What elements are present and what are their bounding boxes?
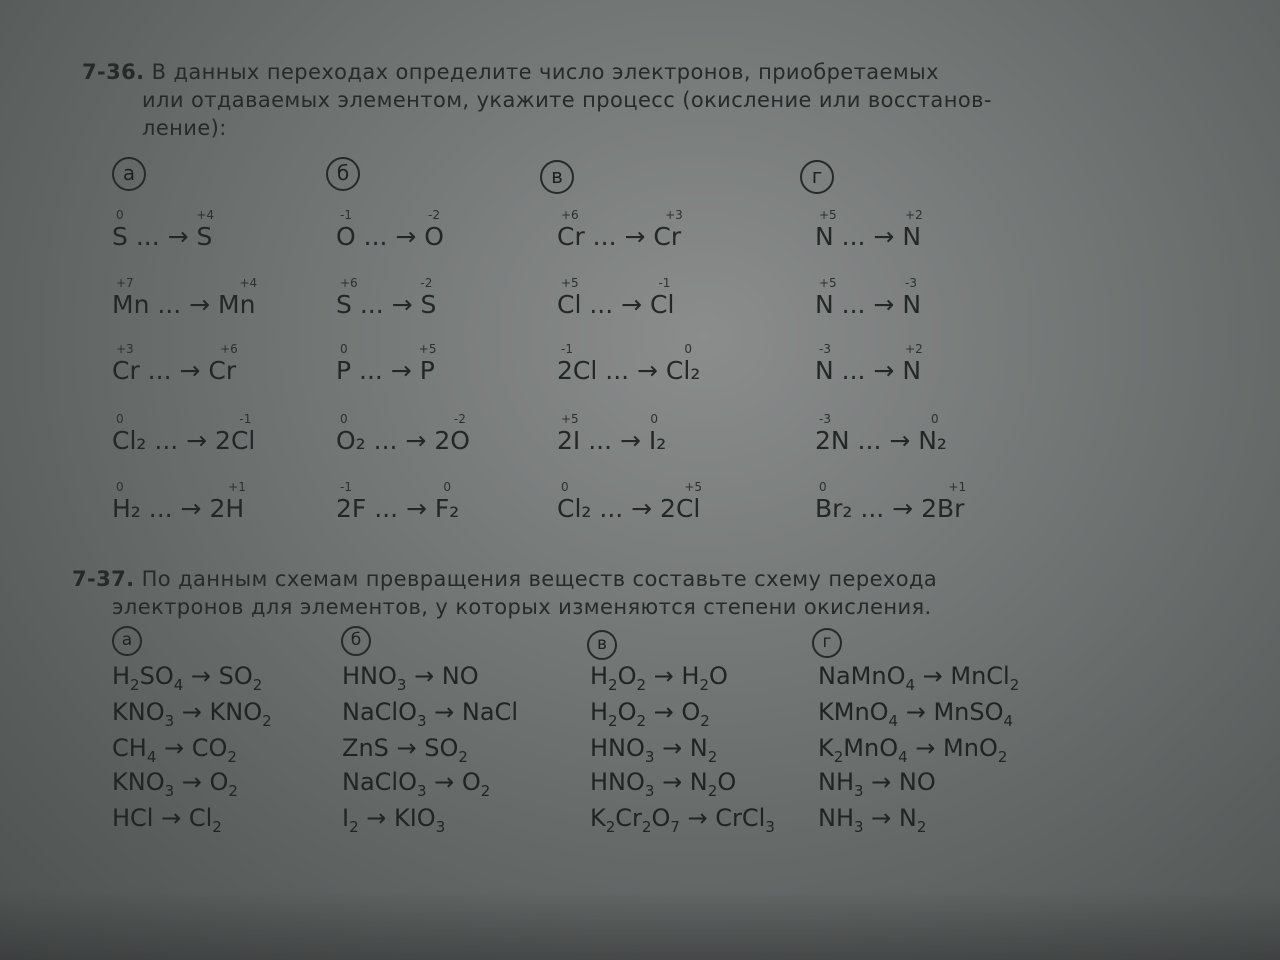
scheme-4-3: $K_2MnO_4 \to MnO_2$ <box>818 734 1008 766</box>
task-7-36-line3: ление): <box>142 116 227 140</box>
label-736-a: а <box>112 157 146 191</box>
oxidation-state-4-3-to: +2 <box>905 342 923 356</box>
scheme-4-5: $NH_3 \to N_2$ <box>818 804 927 836</box>
label-736-g: г <box>800 160 834 194</box>
oxidation-state-2-2-from: +6 <box>340 276 358 290</box>
scheme-3-5: $K_2Cr_2O_7$ → CrCl$_3$ <box>590 804 775 836</box>
scheme-2-3: ZnS → $SO_2$ <box>342 734 468 766</box>
scheme-3-4: $HNO_3 \to N_2O$ <box>590 768 737 800</box>
transition-3-2: Cl ... → Cl <box>557 290 675 319</box>
oxidation-state-4-2-to: -3 <box>905 276 917 290</box>
oxidation-state-1-4-from: 0 <box>116 412 124 426</box>
label-737-g: г <box>812 628 842 658</box>
scheme-3-1: $H_2O_2 \to H_2O$ <box>590 662 728 694</box>
scheme-1-5: HCl → $Cl_2$ <box>112 804 222 836</box>
label-736-b: б <box>326 157 360 191</box>
transition-4-3: N ... → N <box>815 356 922 385</box>
scheme-1-4: $KNO_3 \to O_2$ <box>112 768 238 800</box>
transition-1-1: S ... → S <box>112 222 213 251</box>
oxidation-state-2-5-from: -1 <box>340 480 352 494</box>
page-shadow <box>0 890 1280 960</box>
scheme-3-3: $HNO_3 \to N_2$ <box>590 734 718 766</box>
scheme-1-1: $H_2SO_4 \to SO_2$ <box>112 662 263 694</box>
task-7-36-number: 7-36. <box>82 60 145 84</box>
oxidation-state-3-1-from: +6 <box>561 208 579 222</box>
scheme-2-4: NaClO$_3$ → $O_2$ <box>342 768 491 800</box>
oxidation-state-4-3-from: -3 <box>819 342 831 356</box>
oxidation-state-3-4-from: +5 <box>561 412 579 426</box>
task-7-36-text <box>82 58 1092 142</box>
transition-1-3: Cr ... → Cr <box>112 356 237 385</box>
transition-2-2: S ... → S <box>336 290 437 319</box>
label-737-b: б <box>341 626 371 656</box>
oxidation-state-1-1-to: +4 <box>196 208 215 222</box>
transition-2-5: 2F ... → F₂ <box>336 494 460 523</box>
oxidation-state-2-4-from: 0 <box>340 412 348 426</box>
oxidation-state-1-2-from: +7 <box>116 276 134 290</box>
scheme-3-2: $H_2O_2 \to O_2$ <box>590 698 710 730</box>
scheme-4-1: NaMnO$_4$ → MnCl$_2$ <box>818 662 1020 694</box>
oxidation-state-3-3-from: -1 <box>561 342 573 356</box>
transition-1-5: H₂ ... → 2H <box>112 494 245 523</box>
task-7-37-text <box>72 565 1082 621</box>
label-736-v: в <box>540 160 574 194</box>
transition-4-4: 2N ... → N₂ <box>815 426 947 455</box>
transition-1-2: Mn ... → Mn <box>112 290 256 319</box>
oxidation-state-3-2-to: -1 <box>658 276 671 290</box>
scheme-2-2: NaClO$_3$ → NaCl <box>342 698 518 730</box>
scheme-2-5: $I_2 \to KIO_3$ <box>342 804 446 836</box>
oxidation-state-4-4-from: -3 <box>819 412 831 426</box>
label-737-v: в <box>587 630 617 660</box>
scheme-2-1: $HNO_3$ → NO <box>342 662 479 694</box>
scheme-4-4: $NH_3$ → NO <box>818 768 936 800</box>
transition-4-2: N ... → N <box>815 290 922 319</box>
transition-2-4: O₂ ... → 2O <box>336 426 470 455</box>
task-7-36-line2: или отдаваемых элементом, укажите процесс (окисление или восстанов- <box>142 88 992 112</box>
oxidation-state-3-5-to: +5 <box>684 480 703 494</box>
oxidation-state-3-1-to: +3 <box>665 208 683 222</box>
transition-3-3: 2Cl ... → Cl₂ <box>557 356 701 385</box>
task-7-37-line1: По данным схемам превращения веществ составьте схему перехода <box>141 567 938 591</box>
scheme-1-2: $KNO_3 \to KNO_2$ <box>112 698 272 730</box>
transition-2-3: P ... → P <box>336 356 435 385</box>
oxidation-state-4-5-to: +1 <box>948 480 967 494</box>
oxidation-state-2-3-to: +5 <box>418 342 437 356</box>
oxidation-state-2-1-from: -1 <box>340 208 352 222</box>
oxidation-state-1-5-to: +1 <box>228 480 246 494</box>
task-7-36-line1: В данных переходах определите число электронов, приобретаемых <box>151 60 939 84</box>
oxidation-state-2-5-to: 0 <box>443 480 451 494</box>
task-7-37-line2: электронов для элементов, у которых изменяются степени окисления. <box>112 595 932 619</box>
transition-3-5: Cl₂ ... → 2Cl <box>557 494 701 523</box>
oxidation-state-3-3-to: 0 <box>684 342 692 356</box>
transition-1-4: Cl₂ ... → 2Cl <box>112 426 256 455</box>
oxidation-state-1-3-to: +6 <box>220 342 238 356</box>
oxidation-state-4-1-to: +2 <box>905 208 923 222</box>
oxidation-state-1-4-to: -1 <box>239 412 252 426</box>
oxidation-state-2-2-to: -2 <box>420 276 433 290</box>
task-7-37-number: 7-37. <box>72 567 135 591</box>
oxidation-state-1-3-from: +3 <box>116 342 134 356</box>
oxidation-state-1-2-to: +4 <box>239 276 258 290</box>
transition-4-1: N ... → N <box>815 222 922 251</box>
label-737-a: а <box>112 626 142 656</box>
oxidation-state-1-1-from: 0 <box>116 208 124 222</box>
oxidation-state-4-2-from: +5 <box>819 276 837 290</box>
oxidation-state-1-5-from: 0 <box>116 480 124 494</box>
oxidation-state-4-1-from: +5 <box>819 208 837 222</box>
oxidation-state-4-5-from: 0 <box>819 480 827 494</box>
transition-4-5: Br₂ ... → 2Br <box>815 494 965 523</box>
scheme-4-2: KMnO$_4$ → MnSO$_4$ <box>818 698 1014 730</box>
oxidation-state-3-4-to: 0 <box>650 412 658 426</box>
oxidation-state-2-1-to: -2 <box>427 208 440 222</box>
transition-3-4: 2I ... → I₂ <box>557 426 667 455</box>
transition-2-1: O ... → O <box>336 222 444 251</box>
oxidation-state-3-5-from: 0 <box>561 480 569 494</box>
oxidation-state-4-4-to: 0 <box>930 412 939 426</box>
scheme-1-3: $CH_4 \to CO_2$ <box>112 734 237 766</box>
oxidation-state-2-3-from: 0 <box>340 342 348 356</box>
transition-3-1: Cr ... → Cr <box>557 222 682 251</box>
oxidation-state-3-2-from: +5 <box>561 276 579 290</box>
oxidation-state-2-4-to: -2 <box>453 412 466 426</box>
